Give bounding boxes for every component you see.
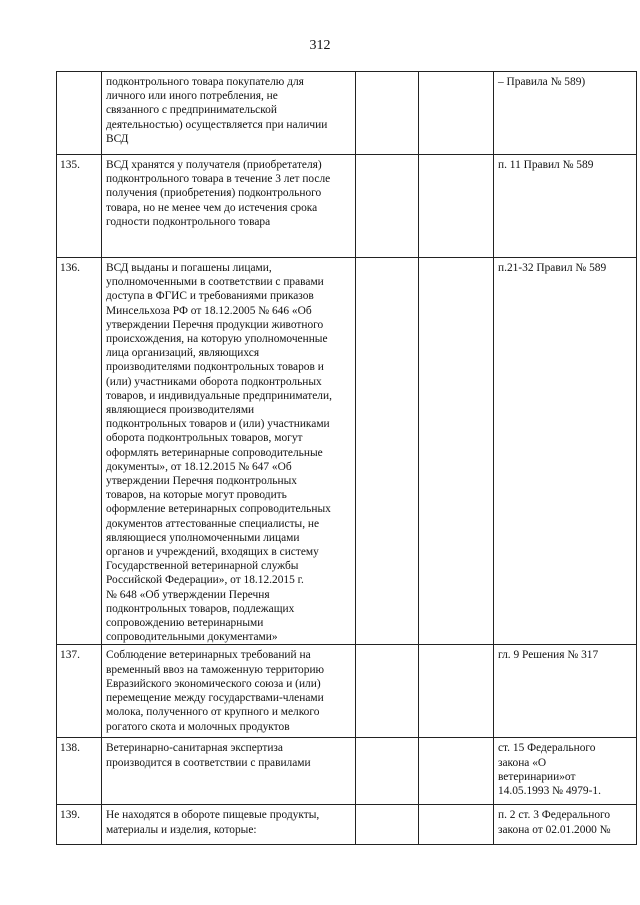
table-row (57, 72, 637, 155)
empty-cell (356, 645, 419, 738)
legal-reference: п.21-32 Правил № 589 (494, 258, 637, 645)
row-number: 135. (57, 155, 102, 258)
row-number: 137. (57, 645, 102, 738)
table-row (57, 805, 637, 845)
empty-cell (419, 258, 494, 645)
row-number: 136. (57, 258, 102, 645)
requirement-text: Ветеринарно-санитарная экспертиза производится в соответствии с правилами (102, 738, 356, 805)
legal-reference: п. 11 Правил № 589 (494, 155, 637, 258)
empty-cell (419, 72, 494, 155)
legal-reference: – Правила № 589) (494, 72, 637, 155)
empty-cell (356, 258, 419, 645)
legal-reference: гл. 9 Решения № 317 (494, 645, 637, 738)
page-number: 312 (309, 38, 331, 53)
empty-cell (356, 805, 419, 845)
legal-reference: п. 2 ст. 3 Федерального закона от 02.01.2000 № (494, 805, 637, 845)
requirements-table (56, 71, 637, 845)
row-number: 139. (57, 805, 102, 845)
row-number (57, 72, 102, 155)
requirement-text: Соблюдение ветеринарных требований на временный ввоз на таможенную территорию Евразийского экономического союза и (или) перемещение между государствами-членами молока, полученного от крупного и мелкого рогатого скота и молочных продуктов (102, 645, 356, 738)
requirement-text: Не находятся в обороте пищевые продукты, материалы и изделия, которые: (102, 805, 356, 845)
table-row (57, 645, 637, 738)
empty-cell (419, 645, 494, 738)
table-row (57, 258, 637, 645)
requirement-text: ВСД хранятся у получателя (приобретателя) подконтрольного товара в течение 3 лет после получения (приобретения) подконтрольного товара, но не менее чем до истечения срока годности подконтрольного товара (102, 155, 356, 258)
table-row (57, 738, 637, 805)
empty-cell (419, 805, 494, 845)
requirement-text: ВСД выданы и погашены лицами, уполномоченными в соответствии с правами доступа в ФГИС и требованиями приказов Минсельхоза РФ от 18.12.2005 № 646 «Об утверждении Перечня продукции животного происхождения, на которую уполномоченные лица организаций, являющихся производителями подконтрольных товаров и (или) участниками оборота подконтрольных товаров, и индивидуальные предприниматели, являющиеся производителями подконтрольных товаров и (или) участниками оборота подконтрольных товаров, могут оформлять ветеринарные сопроводительные документы», от 18.12.2015 № 647 «Об утверждении Перечня подконтрольных товаров, на которые могут проводить оформление ветеринарных сопроводительных документов аттестованные специалисты, не являющиеся уполномоченными лицами органов и учреждений, входящих в систему Государственной ветеринарной службы Российской Федерации», от 18.12.2015 г. № 648 «Об утверждении Перечня подконтрольных товаров, подлежащих сопровождению ветеринарными сопроводительными документами» (102, 258, 356, 645)
empty-cell (356, 738, 419, 805)
table-row (57, 155, 637, 258)
empty-cell (356, 155, 419, 258)
requirement-text: подконтрольного товара покупателю для личного или иного потребления, не связанного с предпринимательской деятельностью) осуществляется при наличии ВСД (102, 72, 356, 155)
legal-reference: ст. 15 Федерального закона «О ветеринарии»от 14.05.1993 № 4979-1. (494, 738, 637, 805)
empty-cell (419, 155, 494, 258)
empty-cell (419, 738, 494, 805)
empty-cell (356, 72, 419, 155)
row-number: 138. (57, 738, 102, 805)
